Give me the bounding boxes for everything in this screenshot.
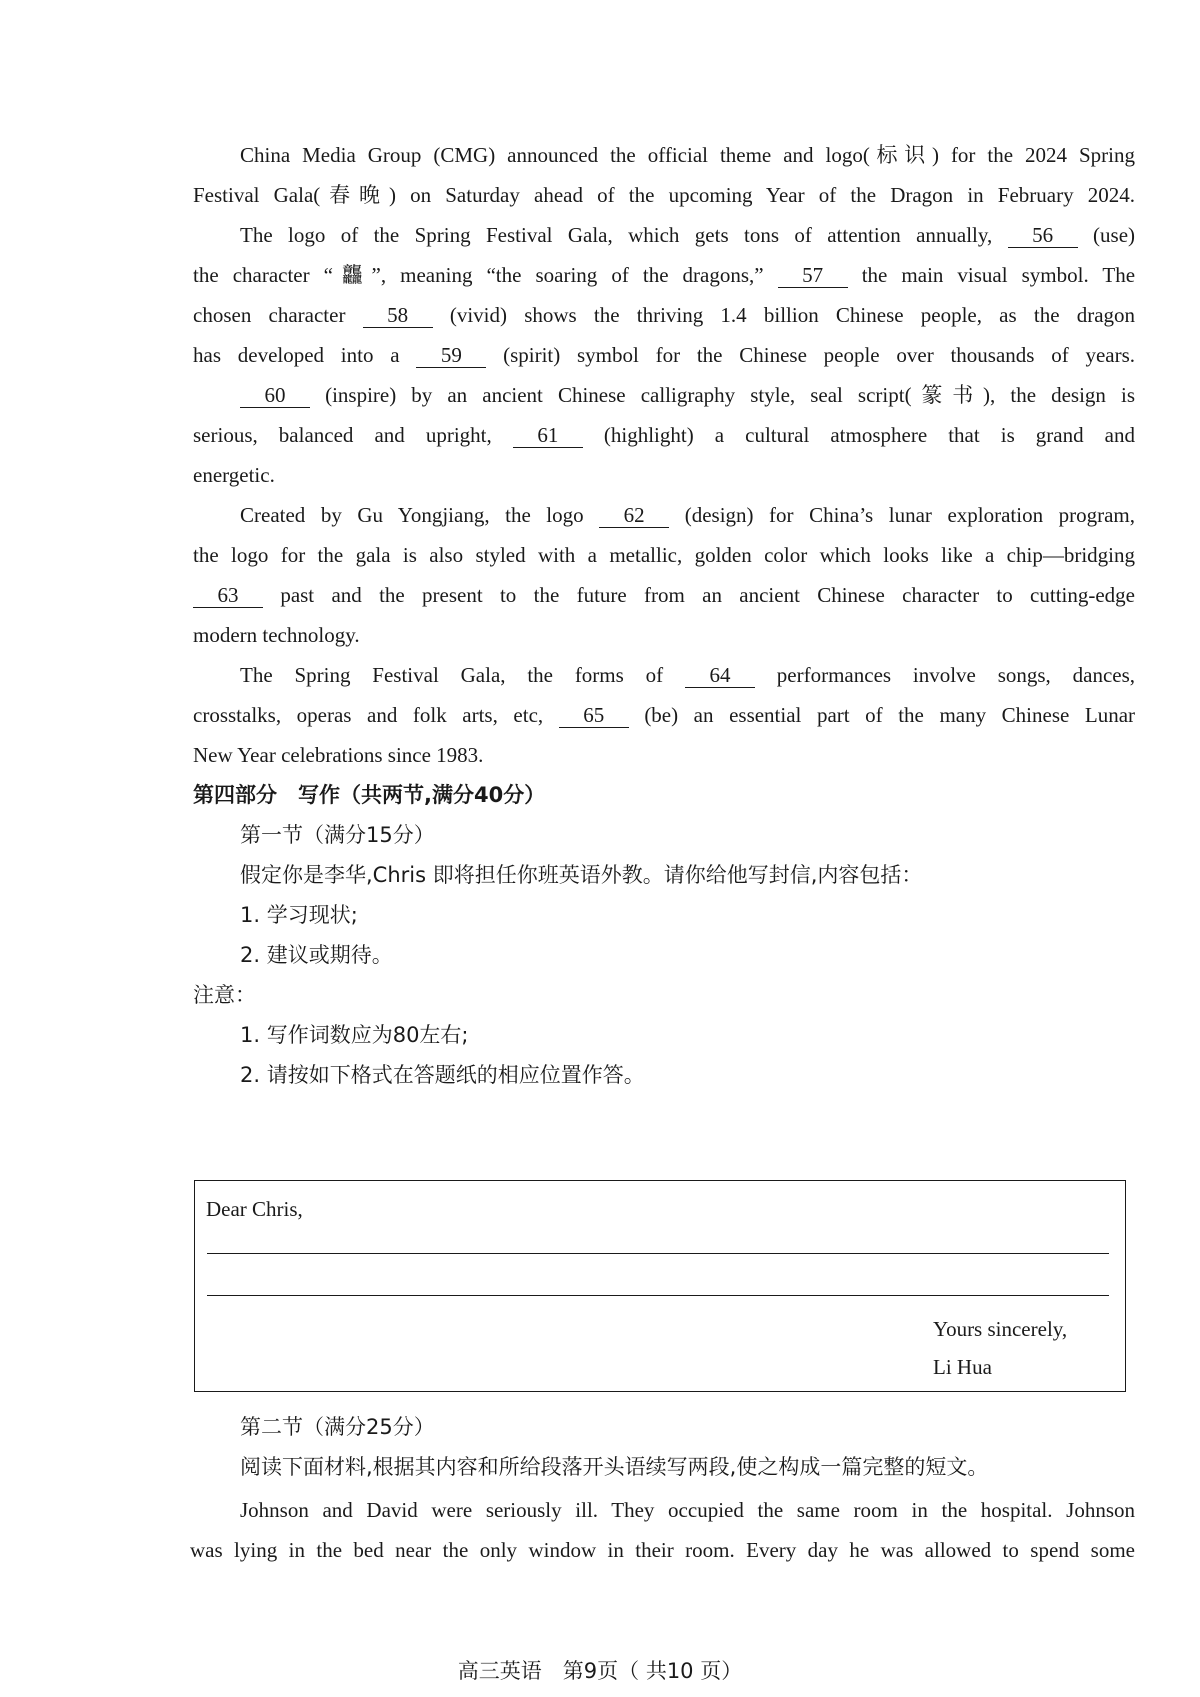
passage-line (193, 420, 1135, 450)
story-line: Johnson and David were seriously ill. They occupied the same room in the hospital. Johnson (240, 1498, 1135, 1522)
passage-text: (use) (1093, 223, 1136, 247)
blank-58[interactable]: 58 (363, 303, 433, 328)
passage-text: Created by Gu Yongjiang, the logo (240, 503, 584, 527)
passage-line: New Year celebrations since 1983. (193, 743, 484, 767)
writing-line[interactable] (207, 1253, 1109, 1254)
passage-line (193, 700, 1135, 730)
blank-62[interactable]: 62 (599, 503, 669, 528)
passage-line: energetic. (193, 463, 275, 487)
passage-text: the character “龘”, meaning “the soaring of the dragons,” (193, 263, 764, 287)
note-item: 2. 请按如下格式在答题纸的相应位置作答。 (240, 1063, 645, 1087)
passage-line: China Media Group (CMG) announced the official theme and logo(标识) for the 2024 Spring (240, 143, 1135, 167)
passage-line (240, 660, 1135, 690)
passage-line (193, 260, 1135, 290)
part-heading: 第四部分 写作（共两节,满分40分） (193, 783, 546, 807)
passage-text: (highlight) a cultural atmosphere that is grand and (603, 423, 1136, 447)
writing-task: 假定你是李华,Chris 即将担任你班英语外教。请你给他写封信,内容包括： (240, 863, 923, 887)
passage-line (193, 580, 1135, 610)
note-item: 1. 写作词数应为80左右; (240, 1023, 469, 1047)
blank-63[interactable]: 63 (193, 583, 263, 608)
letter-signature: Li Hua (933, 1355, 992, 1379)
blank-60[interactable]: 60 (240, 383, 310, 408)
task-point: 2. 建议或期待。 (240, 943, 393, 967)
page-footer: 高三英语 第9页（ 共10 页） (457, 1659, 743, 1683)
note-label: 注意： (193, 983, 256, 1007)
passage-text: crosstalks, operas and folk arts, etc, (193, 703, 544, 727)
passage-line: Festival Gala(春晚) on Saturday ahead of the upcoming Year of the Dragon in February 2024. (193, 183, 1135, 207)
blank-57[interactable]: 57 (778, 263, 848, 288)
passage-text: (spirit) symbol for the Chinese people over thousands of years. (503, 343, 1136, 367)
continuation-task: 阅读下面材料,根据其内容和所给段落开头语续写两段,使之构成一篇完整的短文。 (240, 1455, 989, 1479)
blank-61[interactable]: 61 (513, 423, 583, 448)
passage-text: The Spring Festival Gala, the forms of (240, 663, 664, 687)
task-point: 1. 学习现状; (240, 903, 358, 927)
passage-text: (be) an essential part of the many Chinese Lunar (644, 703, 1136, 727)
letter-format-box (194, 1180, 1126, 1392)
section-heading: 第二节（满分25分） (240, 1415, 435, 1439)
passage-text: has developed into a (193, 343, 400, 367)
passage-line: the logo for the gala is also styled with a metallic, golden color which looks like a chip—bridging (193, 543, 1135, 567)
passage-text: (vivid) shows the thriving 1.4 billion Chinese people, as the dragon (449, 303, 1136, 327)
passage-text: serious, balanced and upright, (193, 423, 492, 447)
passage-text: past and the present to the future from an ancient Chinese character to cutting-edge (280, 583, 1135, 607)
passage-line: modern technology. (193, 623, 360, 647)
passage-text: The logo of the Spring Festival Gala, which gets tons of attention annually, (240, 223, 993, 247)
section-heading: 第一节（满分15分） (240, 823, 435, 847)
passage-text: chosen character (193, 303, 346, 327)
passage-text: (inspire) by an ancient Chinese calligraphy style, seal script(篆书), the design is (325, 383, 1135, 407)
passage-text: performances involve songs, dances, (776, 663, 1136, 687)
passage-text: (design) for China’s lunar exploration program, (684, 503, 1136, 527)
passage-line (240, 220, 1135, 250)
passage-line (193, 300, 1135, 330)
letter-closing: Yours sincerely, (933, 1317, 1068, 1341)
passage-line (240, 380, 1135, 410)
blank-56[interactable]: 56 (1008, 223, 1078, 248)
passage-line (193, 340, 1135, 370)
passage-text: the main visual symbol. The (861, 263, 1136, 287)
blank-64[interactable]: 64 (685, 663, 755, 688)
letter-greeting: Dear Chris, (206, 1197, 303, 1221)
blank-65[interactable]: 65 (559, 703, 629, 728)
story-line: was lying in the bed near the only window in their room. Every day he was allowed to spend some (190, 1538, 1135, 1562)
writing-line[interactable] (207, 1295, 1109, 1296)
passage-line (240, 500, 1135, 530)
blank-59[interactable]: 59 (416, 343, 486, 368)
